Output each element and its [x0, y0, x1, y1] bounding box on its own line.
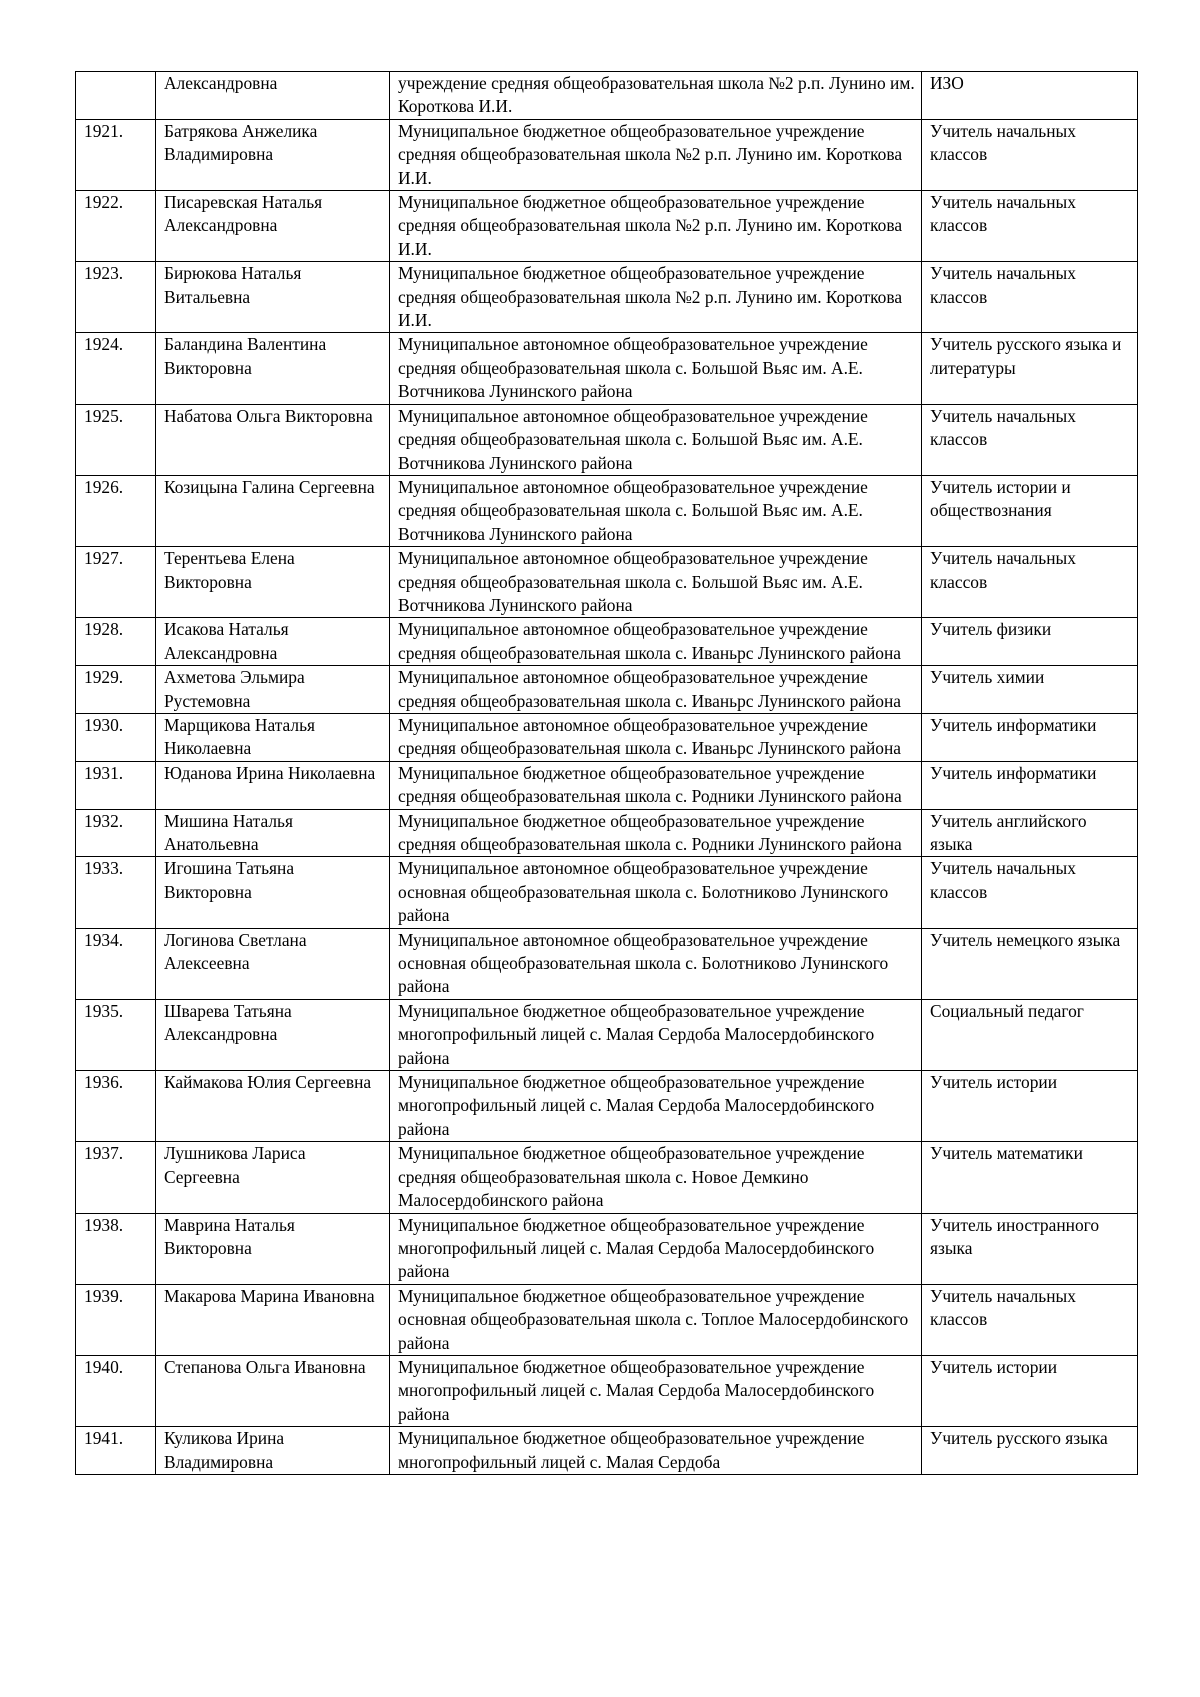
position-title: Учитель истории — [922, 1355, 1138, 1426]
table-row — [76, 72, 1138, 120]
institution-name: Муниципальное бюджетное общеобразовательное учреждение средняя общеобразовательная школа №2 р.п. Лунино им. Короткова И.И. — [390, 191, 922, 262]
row-number: 1941. — [76, 1427, 156, 1475]
table-row — [76, 713, 1138, 761]
position-title: Учитель истории — [922, 1071, 1138, 1142]
table-row — [76, 262, 1138, 333]
table-row — [76, 1213, 1138, 1284]
teacher-name: Писаревская Наталья Александровна — [156, 191, 390, 262]
position-title: Учитель русского языка и литературы — [922, 333, 1138, 404]
teacher-name: Игошина Татьяна Викторовна — [156, 857, 390, 928]
table-row — [76, 809, 1138, 857]
position-title: Учитель истории и обществознания — [922, 475, 1138, 546]
institution-name: Муниципальное автономное общеобразовательное учреждение средняя общеобразовательная школа с. Большой Вьяс им. А.Е. Вотчникова Лунинского района — [390, 547, 922, 618]
position-title: Учитель начальных классов — [922, 262, 1138, 333]
position-title: Учитель иностранного языка — [922, 1213, 1138, 1284]
row-number: 1928. — [76, 618, 156, 666]
position-title: Социальный педагог — [922, 999, 1138, 1070]
row-number: 1935. — [76, 999, 156, 1070]
institution-name: Муниципальное автономное общеобразовательное учреждение средняя общеобразовательная школа с. Большой Вьяс им. А.Е. Вотчникова Лунинского района — [390, 404, 922, 475]
table-row — [76, 119, 1138, 190]
institution-name: учреждение средняя общеобразовательная школа №2 р.п. Лунино им. Короткова И.И. — [390, 72, 922, 120]
teacher-name: Батрякова Анжелика Владимировна — [156, 119, 390, 190]
institution-name: Муниципальное автономное общеобразовательное учреждение средняя общеобразовательная школа с. Иваньрс Лунинского района — [390, 713, 922, 761]
document-page — [75, 71, 1137, 1475]
institution-name: Муниципальное автономное общеобразовательное учреждение средняя общеобразовательная школа с. Иваньрс Лунинского района — [390, 666, 922, 714]
row-number: 1921. — [76, 119, 156, 190]
teacher-name: Ахметова Эльмира Рустемовна — [156, 666, 390, 714]
row-number: 1924. — [76, 333, 156, 404]
table-row — [76, 1427, 1138, 1475]
table-row — [76, 475, 1138, 546]
position-title: Учитель немецкого языка — [922, 928, 1138, 999]
teacher-name: Каймакова Юлия Сергеевна — [156, 1071, 390, 1142]
row-number: 1937. — [76, 1142, 156, 1213]
table-row — [76, 404, 1138, 475]
table-body — [76, 72, 1138, 1475]
row-number: 1922. — [76, 191, 156, 262]
table-row — [76, 1142, 1138, 1213]
institution-name: Муниципальное бюджетное общеобразовательное учреждение многопрофильный лицей с. Малая Сердоба Малосердобинского района — [390, 1355, 922, 1426]
row-number: 1934. — [76, 928, 156, 999]
institution-name: Муниципальное автономное общеобразовательное учреждение средняя общеобразовательная школа с. Большой Вьяс им. А.Е. Вотчникова Лунинского района — [390, 475, 922, 546]
table-row — [76, 666, 1138, 714]
position-title: Учитель начальных классов — [922, 191, 1138, 262]
table-row — [76, 761, 1138, 809]
row-number: 1933. — [76, 857, 156, 928]
institution-name: Муниципальное автономное общеобразовательное учреждение основная общеобразовательная школа с. Болотниково Лунинского района — [390, 928, 922, 999]
table-row — [76, 1355, 1138, 1426]
position-title: Учитель начальных классов — [922, 1284, 1138, 1355]
table-row — [76, 1071, 1138, 1142]
teachers-table — [75, 71, 1138, 1475]
institution-name: Муниципальное автономное общеобразовательное учреждение средняя общеобразовательная школа с. Большой Вьяс им. А.Е. Вотчникова Лунинского района — [390, 333, 922, 404]
position-title: Учитель информатики — [922, 761, 1138, 809]
institution-name: Муниципальное бюджетное общеобразовательное учреждение средняя общеобразовательная школа с. Родники Лунинского района — [390, 761, 922, 809]
teacher-name: Макарова Марина Ивановна — [156, 1284, 390, 1355]
position-title: Учитель начальных классов — [922, 404, 1138, 475]
teacher-name: Александровна — [156, 72, 390, 120]
position-title: Учитель математики — [922, 1142, 1138, 1213]
row-number: 1929. — [76, 666, 156, 714]
row-number: 1932. — [76, 809, 156, 857]
row-number: 1926. — [76, 475, 156, 546]
teacher-name: Лушникова Лариса Сергеевна — [156, 1142, 390, 1213]
teacher-name: Баландина Валентина Викторовна — [156, 333, 390, 404]
teacher-name: Логинова Светлана Алексеевна — [156, 928, 390, 999]
teacher-name: Юданова Ирина Николаевна — [156, 761, 390, 809]
table-row — [76, 1284, 1138, 1355]
position-title: Учитель русского языка — [922, 1427, 1138, 1475]
table-row — [76, 547, 1138, 618]
row-number: 1938. — [76, 1213, 156, 1284]
row-number: 1925. — [76, 404, 156, 475]
table-row — [76, 333, 1138, 404]
teacher-name: Куликова Ирина Владимировна — [156, 1427, 390, 1475]
row-number: 1940. — [76, 1355, 156, 1426]
teacher-name: Исакова Наталья Александровна — [156, 618, 390, 666]
position-title: Учитель английского языка — [922, 809, 1138, 857]
row-number: 1927. — [76, 547, 156, 618]
teacher-name: Марщикова Наталья Николаевна — [156, 713, 390, 761]
institution-name: Муниципальное бюджетное общеобразовательное учреждение средняя общеобразовательная школа с. Новое Демкино Малосердобинского района — [390, 1142, 922, 1213]
position-title: Учитель начальных классов — [922, 547, 1138, 618]
row-number: 1930. — [76, 713, 156, 761]
teacher-name: Бирюкова Наталья Витальевна — [156, 262, 390, 333]
row-number: 1931. — [76, 761, 156, 809]
row-number: 1923. — [76, 262, 156, 333]
teacher-name: Мишина Наталья Анатольевна — [156, 809, 390, 857]
table-row — [76, 928, 1138, 999]
teacher-name: Шварева Татьяна Александровна — [156, 999, 390, 1070]
row-number: 1936. — [76, 1071, 156, 1142]
institution-name: Муниципальное бюджетное общеобразовательное учреждение многопрофильный лицей с. Малая Сердоба Малосердобинского района — [390, 999, 922, 1070]
institution-name: Муниципальное автономное общеобразовательное учреждение средняя общеобразовательная школа с. Иваньрс Лунинского района — [390, 618, 922, 666]
table-row — [76, 191, 1138, 262]
position-title: Учитель физики — [922, 618, 1138, 666]
row-number: 1939. — [76, 1284, 156, 1355]
institution-name: Муниципальное бюджетное общеобразовательное учреждение средняя общеобразовательная школа №2 р.п. Лунино им. Короткова И.И. — [390, 262, 922, 333]
position-title: Учитель начальных классов — [922, 119, 1138, 190]
table-row — [76, 618, 1138, 666]
institution-name: Муниципальное бюджетное общеобразовательное учреждение многопрофильный лицей с. Малая Сердоба Малосердобинского района — [390, 1071, 922, 1142]
teacher-name: Козицына Галина Сергеевна — [156, 475, 390, 546]
row-number — [76, 72, 156, 120]
teacher-name: Набатова Ольга Викторовна — [156, 404, 390, 475]
institution-name: Муниципальное бюджетное общеобразовательное учреждение многопрофильный лицей с. Малая Сердоба Малосердобинского района — [390, 1213, 922, 1284]
institution-name: Муниципальное бюджетное общеобразовательное учреждение многопрофильный лицей с. Малая Сердоба — [390, 1427, 922, 1475]
teacher-name: Маврина Наталья Викторовна — [156, 1213, 390, 1284]
institution-name: Муниципальное автономное общеобразовательное учреждение основная общеобразовательная школа с. Болотниково Лунинского района — [390, 857, 922, 928]
table-row — [76, 999, 1138, 1070]
teacher-name: Степанова Ольга Ивановна — [156, 1355, 390, 1426]
institution-name: Муниципальное бюджетное общеобразовательное учреждение средняя общеобразовательная школа №2 р.п. Лунино им. Короткова И.И. — [390, 119, 922, 190]
position-title: Учитель информатики — [922, 713, 1138, 761]
institution-name: Муниципальное бюджетное общеобразовательное учреждение средняя общеобразовательная школа с. Родники Лунинского района — [390, 809, 922, 857]
position-title: Учитель начальных классов — [922, 857, 1138, 928]
teacher-name: Терентьева Елена Викторовна — [156, 547, 390, 618]
position-title: Учитель химии — [922, 666, 1138, 714]
position-title: ИЗО — [922, 72, 1138, 120]
table-row — [76, 857, 1138, 928]
institution-name: Муниципальное бюджетное общеобразовательное учреждение основная общеобразовательная школа с. Топлое Малосердобинского района — [390, 1284, 922, 1355]
